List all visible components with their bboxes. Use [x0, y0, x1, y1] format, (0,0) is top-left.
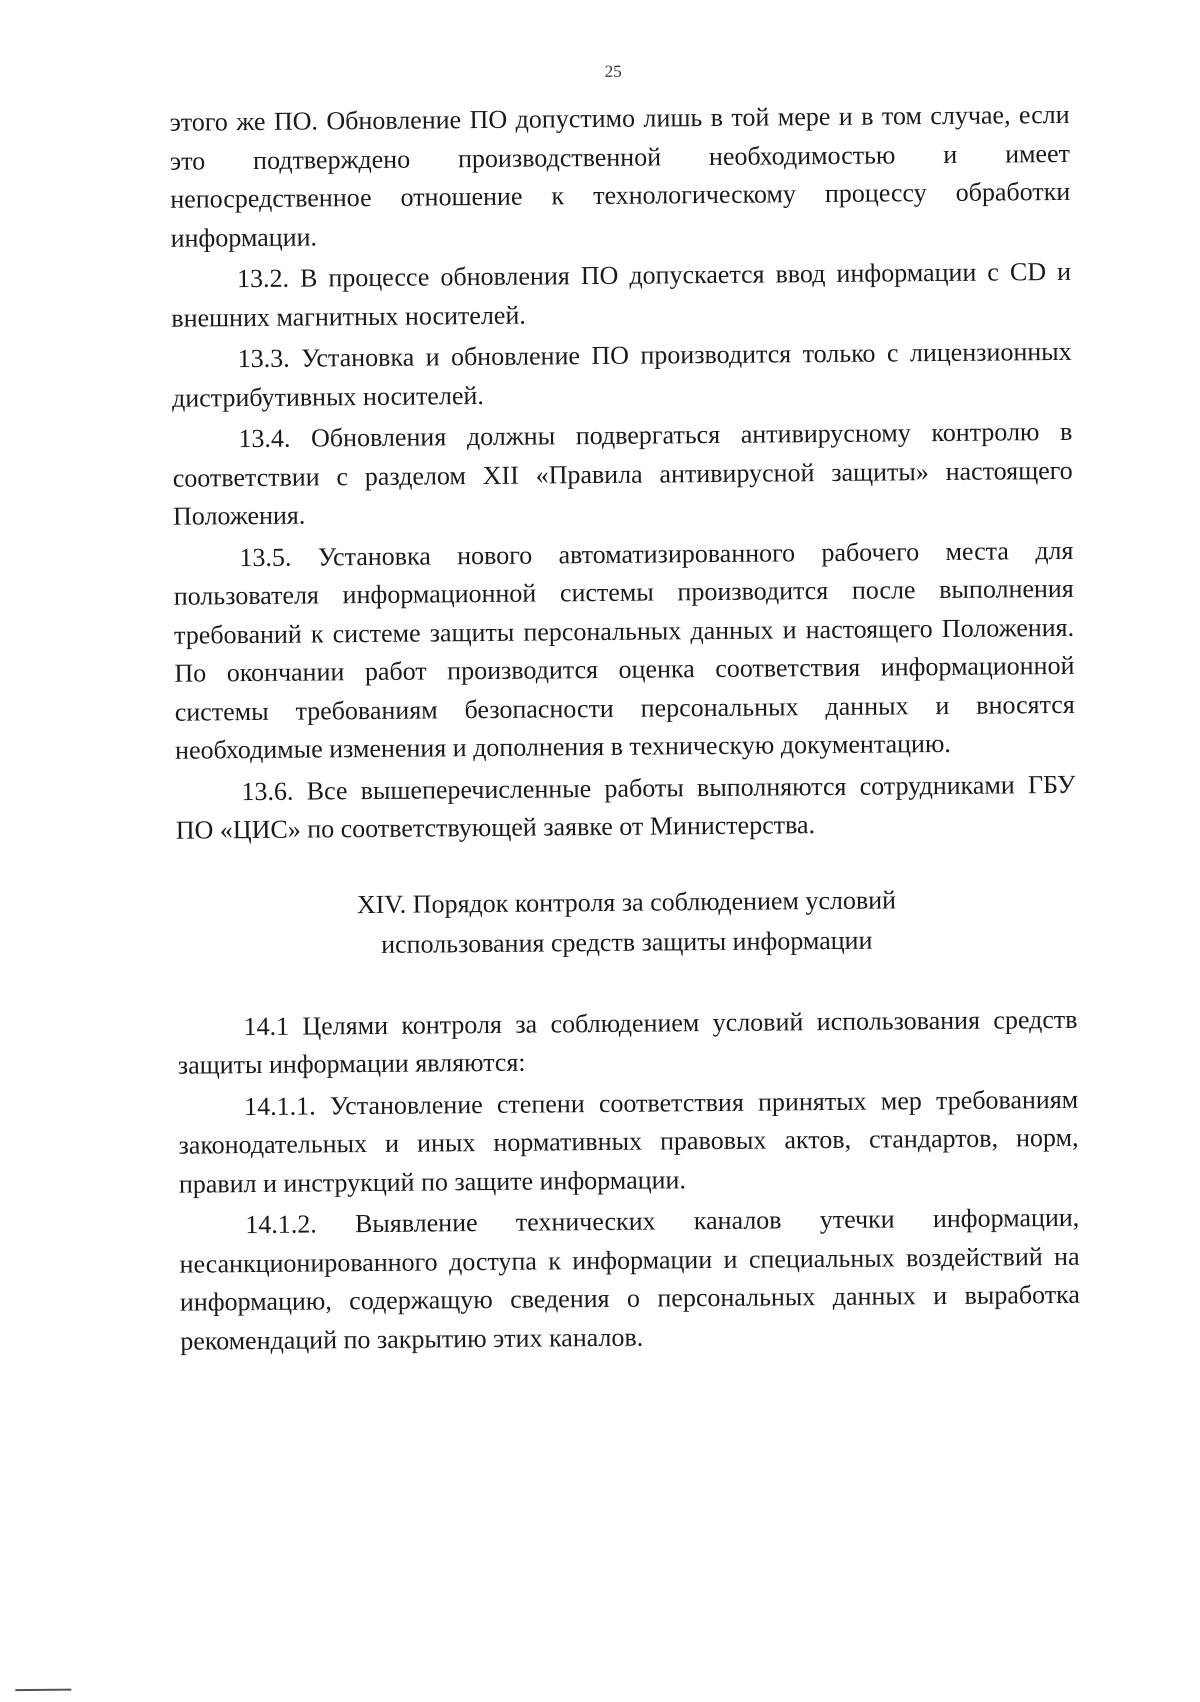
document-body [169, 96, 1080, 1361]
paragraph-13-3: 13.3. Установка и обновление ПО производится только с лицензионных дистрибутивных носителей. [171, 336, 1072, 413]
scan-edge-mark [15, 1689, 71, 1691]
paragraph-14-1: 14.1 Целями контроля за соблюдением условий использования средств защиты информации являются: [177, 1004, 1078, 1080]
section-13-content [169, 96, 1075, 850]
paragraph-13-4: 13.4. Обновления должны подвергаться антивирусному контролю в соответствии с разделом XII «Правила антивирусной защиты» настоящего Положения. [172, 416, 1073, 531]
paragraph-14-1-2: 14.1.2. Выявление технических каналов утечки информации, несанкционированного доступа к информации и специальных воздействий на информацию, содержащую сведения о персональных данных и выработка рекомендаций по закрытию этих каналов. [179, 1202, 1081, 1356]
paragraph-13-5: 13.5. Установка нового автоматизированного рабочего места для пользователя информационной системы производится после выполнения требований к системе защиты персональных данных и настоящего Положения. По окончании работ производится оценка соответствия информационной системы требованиям безопасности персональных данных и вносятся необходимые изменения и дополнения в техническую документацию. [173, 535, 1075, 765]
paragraph-13-6: 13.6. Все вышеперечисленные работы выполняются сотрудниками ГБУ ПО «ЦИС» по соответствующей заявке от Министерства. [175, 769, 1076, 845]
section-heading-line-1: XIV. Порядок контроля за соблюдением условий [356, 884, 897, 919]
section-heading [176, 878, 1077, 966]
paragraph-continuation: этого же ПО. Обновление ПО допустимо лишь в той мере и в том случае, если это подтверждено производственной необходимостью и имеет непосредственное отношение к технологическому процессу обработки информации. [169, 99, 1071, 253]
section-14-content [177, 1000, 1080, 1360]
page-number: 25 [604, 61, 622, 81]
paragraph-13-2: 13.2. В процессе обновления ПО допускается ввод информации с CD и внешних магнитных носителей. [171, 256, 1072, 333]
paragraph-14-1-1: 14.1.1. Установление степени соответствия принятых мер требованиям законодательных и иных нормативных правовых актов, стандартов, норм, правил и инструкций по защите информации. [178, 1084, 1079, 1199]
section-heading-line-2: использования средств защиты информации [381, 925, 873, 959]
